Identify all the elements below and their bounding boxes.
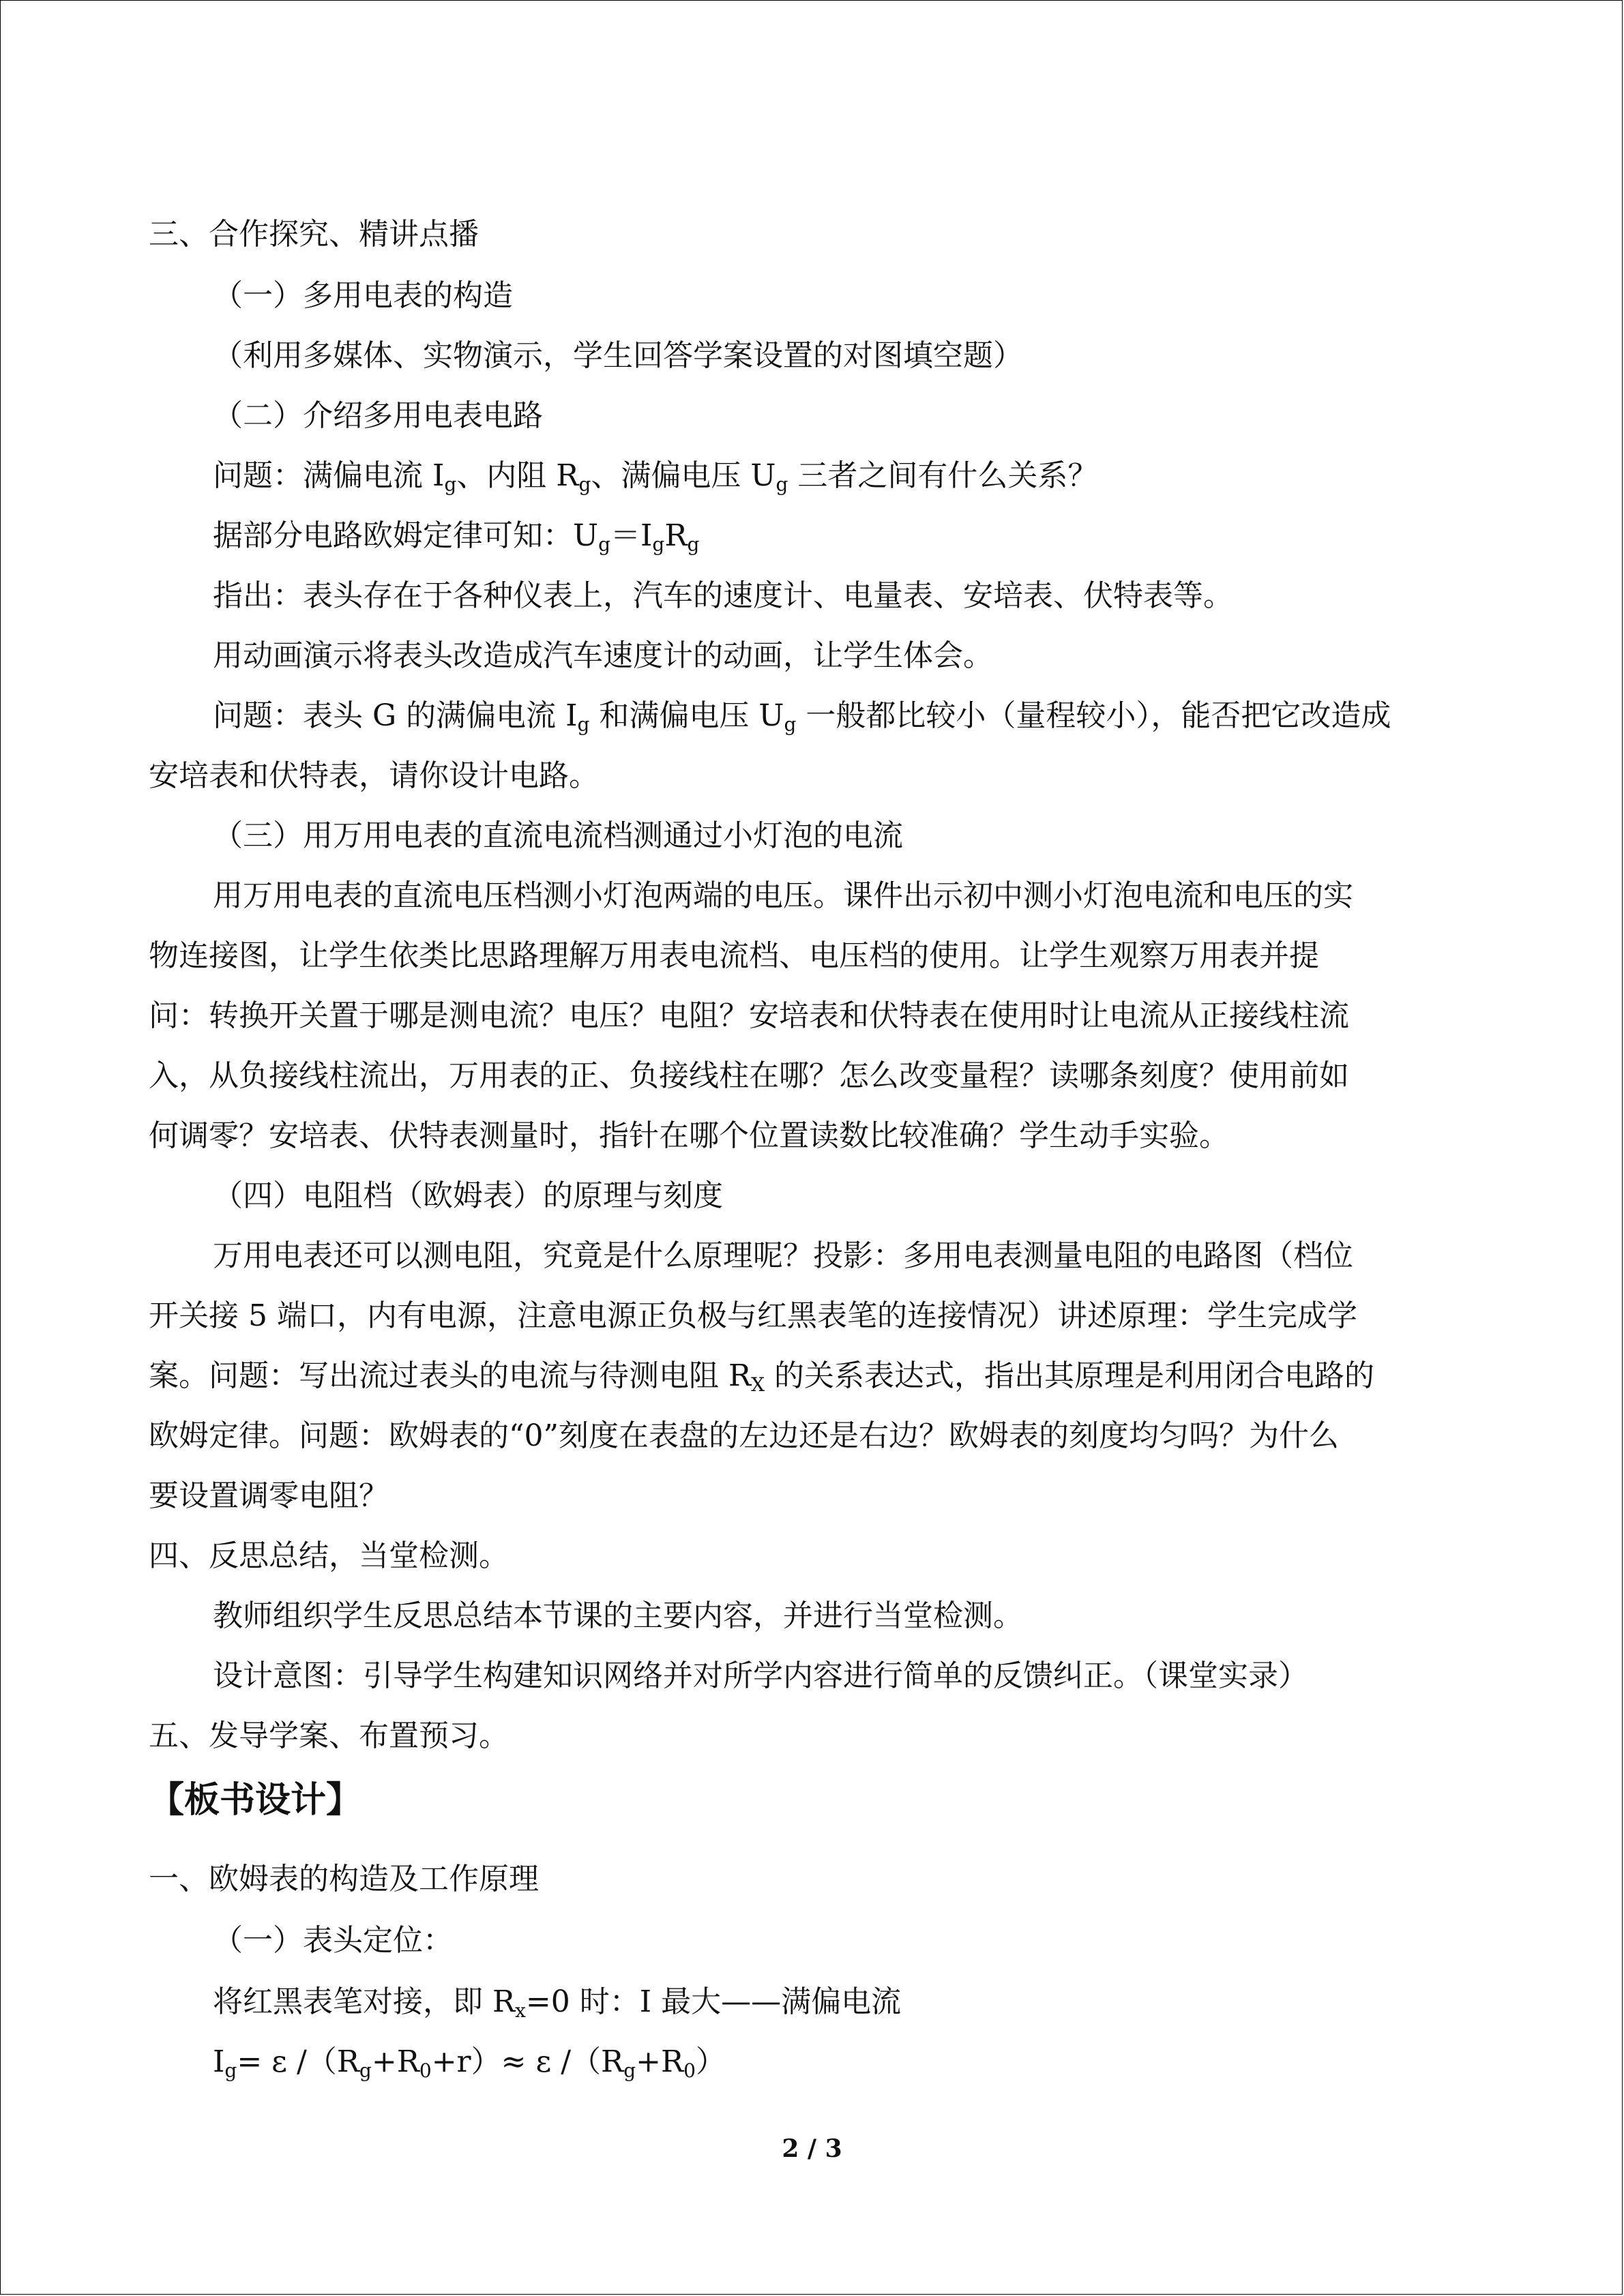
section-heading-3: 三、合作探究、精讲点播 [149,217,479,252]
paragraph-line: 万用电表还可以测电阻，究竟是什么原理呢？投影：多用电表测量电阻的电路图（档位 [213,1238,1353,1273]
paragraph-line: 问：转换开关置于哪是测电流？电压？电阻？安培表和伏特表在使用时让电流从正接线柱流 [149,998,1349,1033]
paragraph-line: 设计意图：引导学生构建知识网络并对所学内容进行简单的反馈纠正。（课堂实录） [213,1658,1308,1693]
paragraph-line: 要设置调零电阻？ [149,1478,389,1513]
formula-ohm-law: 据部分电路欧姆定律可知：$U_g=I_gR_g$ [213,518,700,556]
paragraph-line: 安培表和伏特表，请你设计电路。 [149,758,599,793]
board-paragraph: 将红黑表笔对接，即 $R_x=0$ 时：I 最大——满偏电流 [213,1984,902,2022]
paragraph-line: 指出：表头存在于各种仪表上，汽车的速度计、电量表、安培表、伏特表等。 [213,578,1233,613]
paragraph-line: 用万用电表的直流电压档测小灯泡两端的电压。课件出示初中测小灯泡电流和电压的实 [213,878,1353,913]
paragraph-line: 入，从负接线柱流出，万用表的正、负接线柱在哪？怎么改变量程？读哪条刻度？使用前如 [149,1058,1349,1093]
subheading-structure: （一）多用电表的构造 [213,278,513,313]
board-formula: $I_g= \varepsilon$ $/(R_g+R_0+r)\approx \varepsilon$ $/(R_g+R_0)$ [213,2044,726,2082]
paragraph-line: 物连接图，让学生依类比思路理解万用表电流档、电压档的使用。让学生观察万用表并提 [149,938,1319,973]
board-design-heading: 【板书设计】 [149,1779,362,1821]
paragraph-question-ig-rg-ug: 问题：满偏电流 $I_g$、内阻 $R_g$、满偏电压 $U_g$ 三者之间有什么关系？ [213,458,1098,496]
page-number: 2 / 3 [782,2134,842,2163]
paragraph-question-meter: 问题：表头 G 的满偏电流 $I_g$ 和满偏电压 $U_g$ 一般都比较小（量程较小），能否把它改造成 [213,698,1391,736]
subheading-ohmmeter: （四）电阻档（欧姆表）的原理与刻度 [213,1178,723,1213]
paragraph-line: 开关接 5 端口，内有电源，注意电源正负极与红黑表笔的连接情况）讲述原理：学生完成学 [149,1298,1357,1333]
section-heading-5: 五、发导学案、布置预习。 [149,1718,509,1753]
paragraph-line: 何调零？安培表、伏特表测量时，指针在哪个位置读数比较准确？学生动手实验。 [149,1118,1229,1153]
paragraph-line: 教师组织学生反思总结本节课的主要内容，并进行当堂检测。 [213,1598,1023,1633]
paragraph-line: （利用多媒体、实物演示，学生回答学案设置的对图填空题） [213,338,1023,373]
paragraph-line: 欧姆定律。问题：欧姆表的“0”刻度在表盘的左边还是右边？欧姆表的刻度均匀吗？为什么 [149,1418,1339,1453]
paragraph-line: 用动画演示将表头改造成汽车速度计的动画，让学生体会。 [213,638,993,673]
paragraph-line: 案。问题：写出流过表头的电流与待测电阻 $R_X$ 的关系表达式，指出其原理是利用闭合电路的 [149,1358,1375,1396]
subheading-dc-current: （三）用万用电表的直流电流档测通过小灯泡的电流 [213,818,903,853]
subheading-circuit: （二）介绍多用电表电路 [213,398,543,433]
section-heading-4: 四、反思总结，当堂检测。 [149,1538,509,1573]
board-section-heading: 一、欧姆表的构造及工作原理 [149,1862,539,1896]
board-subheading: （一）表头定位： [213,1923,453,1958]
